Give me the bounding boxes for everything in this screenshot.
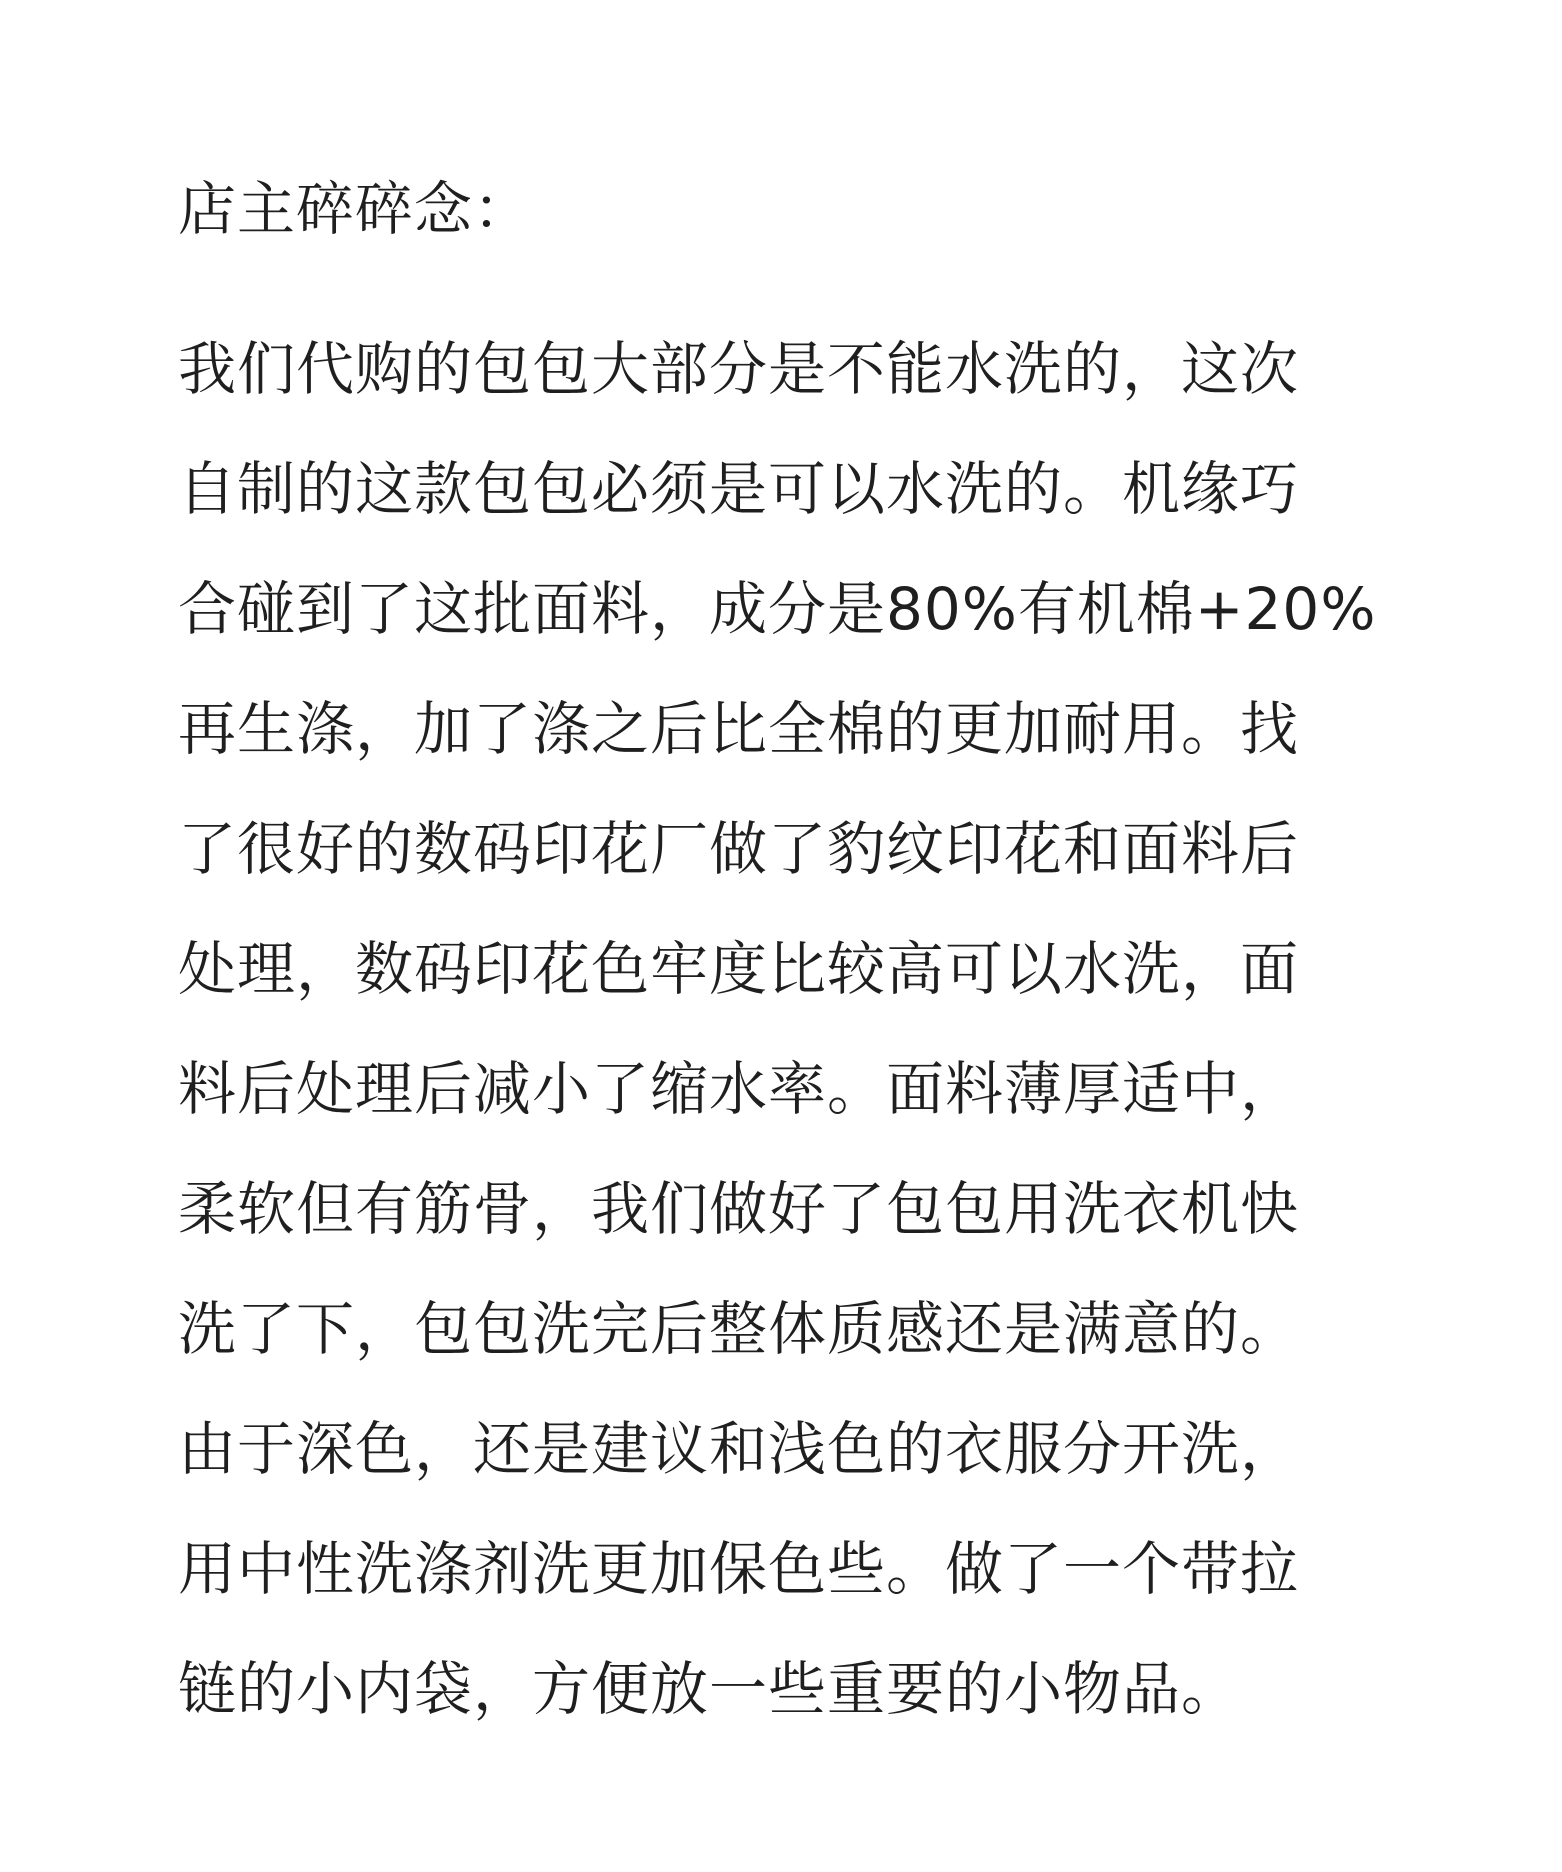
note-heading: 店主碎碎念：: [178, 175, 533, 243]
body-line: 合碰到了这批面料，成分是80%有机棉+20%: [178, 575, 1377, 643]
body-line: 处理，数码印花色牢度比较高可以水洗，面: [178, 935, 1300, 1003]
body-line: 我们代购的包包大部分是不能水洗的，这次: [178, 335, 1300, 403]
body-line: 由于深色，还是建议和浅色的衣服分开洗，: [178, 1415, 1300, 1483]
body-line: 柔软但有筋骨，我们做好了包包用洗衣机快: [178, 1175, 1300, 1243]
body-line: 用中性洗涤剂洗更加保色些。做了一个带拉: [178, 1535, 1300, 1603]
body-line: 了很好的数码印花厂做了豹纹印花和面料后: [178, 815, 1300, 883]
body-line: 洗了下，包包洗完后整体质感还是满意的。: [178, 1295, 1300, 1363]
body-line: 自制的这款包包必须是可以水洗的。机缘巧: [178, 455, 1300, 523]
body-line: 链的小内袋，方便放一些重要的小物品。: [178, 1655, 1241, 1723]
note-body: [178, 326, 1418, 1766]
body-line: 再生涤，加了涤之后比全棉的更加耐用。找: [178, 695, 1300, 763]
body-line: 料后处理后减小了缩水率。面料薄厚适中，: [178, 1055, 1300, 1123]
